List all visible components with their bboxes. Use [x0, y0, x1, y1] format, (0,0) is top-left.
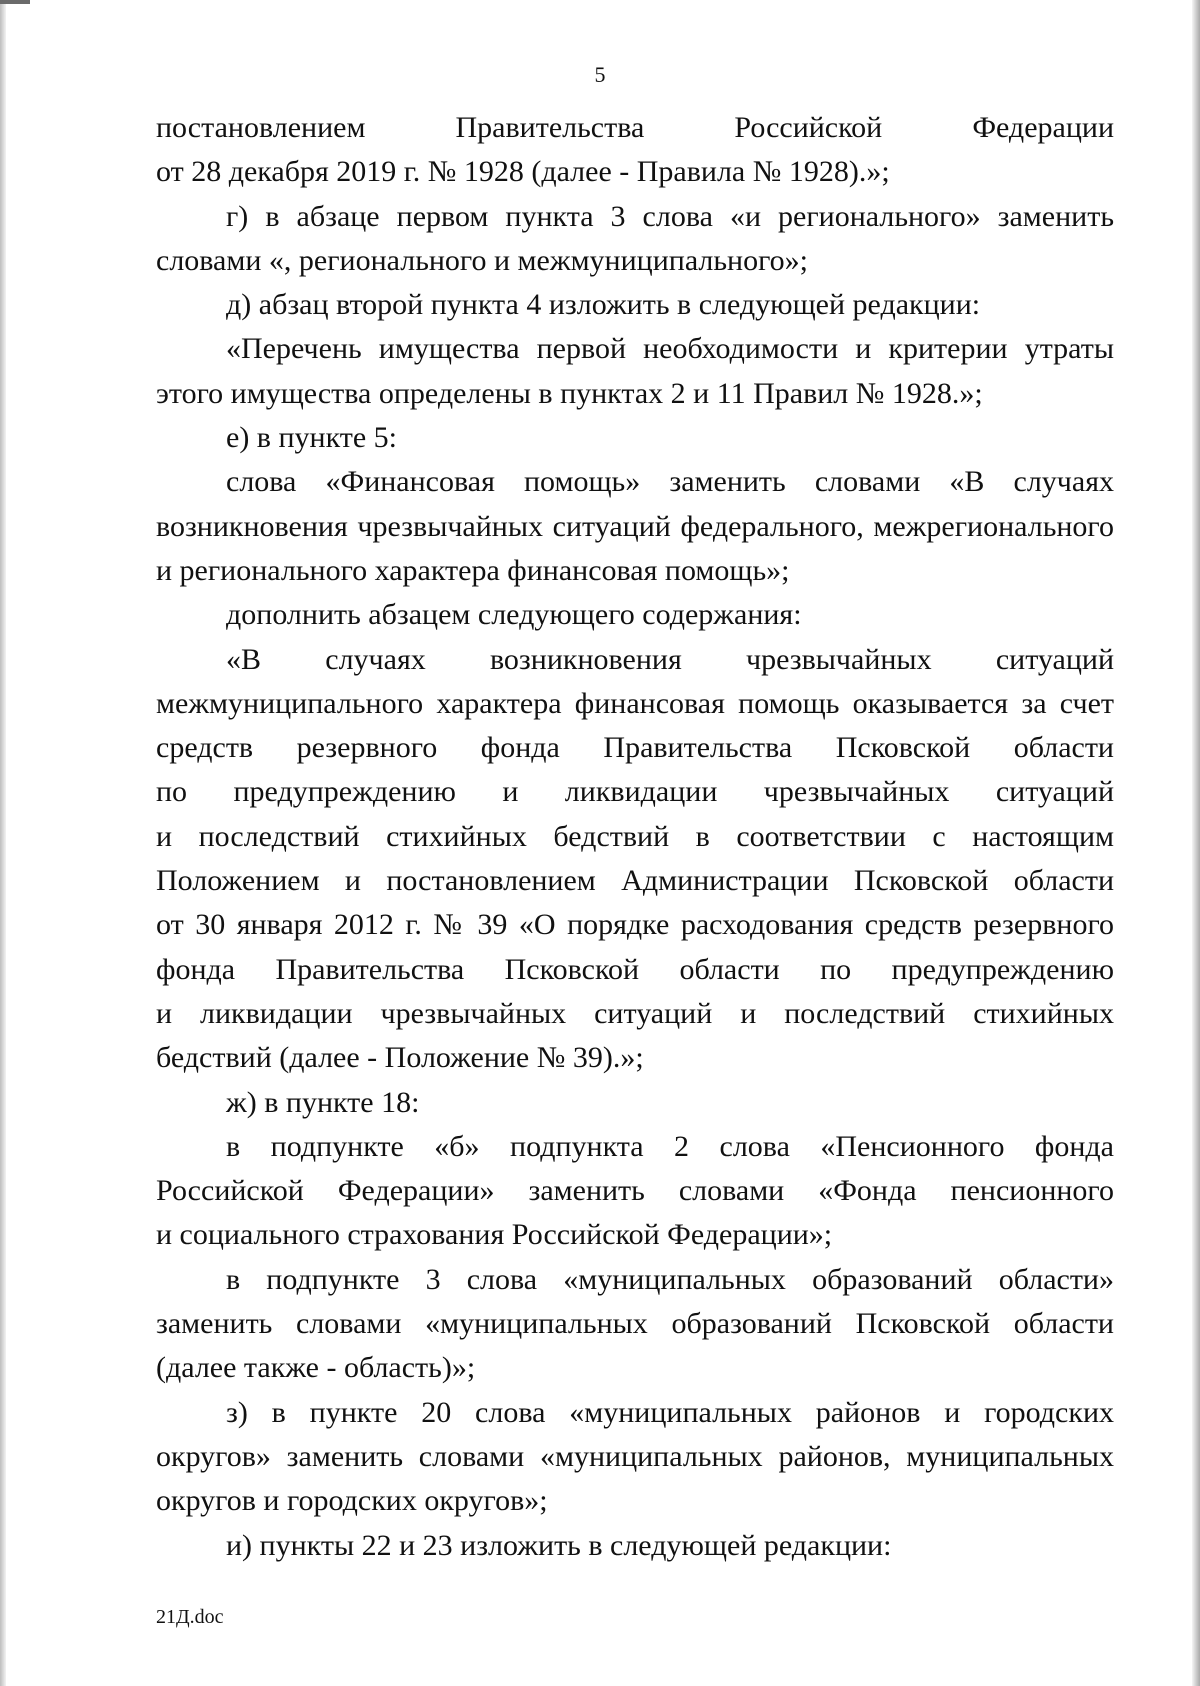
text-line: слова «Финансовая помощь» заменить словами «В случаях	[226, 465, 1114, 499]
text-line: г) в абзаце первом пункта 3 слова «и регионального» заменить	[226, 199, 1114, 233]
scan-corner-mark	[0, 0, 30, 4]
text-line: и) пункты 22 и 23 изложить в следующей редакции:	[226, 1528, 892, 1562]
text-line: заменить словами «муниципальных образований Псковской области	[156, 1307, 1114, 1341]
text-line: и регионального характера финансовая помощь»;	[156, 553, 790, 587]
text-line: средств резервного фонда Правительства Псковской области	[156, 731, 1114, 765]
text-line: (далее также - область)»;	[156, 1351, 476, 1385]
text-line: округов и городских округов»;	[156, 1484, 548, 1518]
text-line: и последствий стихийных бедствий в соответствии с настоящим	[156, 819, 1114, 853]
text-line: межмуниципального характера финансовая помощь оказывается за счет	[156, 686, 1114, 720]
text-line: дополнить абзацем следующего содержания:	[226, 598, 802, 632]
text-line: в подпункте «б» подпункта 2 слова «Пенсионного фонда	[226, 1129, 1114, 1163]
text-line: д) абзац второй пункта 4 изложить в следующей редакции:	[226, 288, 981, 322]
text-line: округов» заменить словами «муниципальных районов, муниципальных	[156, 1439, 1114, 1473]
page-number: 5	[594, 62, 606, 87]
text-line: от 28 декабря 2019 г. № 1928 (далее - Правила № 1928).»;	[156, 155, 890, 189]
text-line: бедствий (далее - Положение № 39).»;	[156, 1041, 644, 1075]
text-line: и социального страхования Российской Федерации»;	[156, 1218, 833, 1252]
text-line: словами «, регионального и межмуниципального»;	[156, 243, 809, 277]
scan-edge-left	[0, 0, 6, 1686]
text-line: возникновения чрезвычайных ситуаций федерального, межрегионального	[156, 509, 1114, 543]
text-line: е) в пункте 5:	[226, 421, 398, 455]
text-line: в подпункте 3 слова «муниципальных образований области»	[226, 1262, 1114, 1296]
text-line: ж) в пункте 18:	[226, 1085, 420, 1119]
text-line: фонда Правительства Псковской области по предупреждению	[156, 952, 1114, 986]
document-body	[156, 106, 1114, 1568]
text-line: постановлением Правительства Российской Федерации	[156, 111, 1114, 144]
text-line: Российской Федерации» заменить словами «Фонда пенсионного	[156, 1174, 1114, 1208]
text-line: этого имущества определены в пунктах 2 и 11 Правил № 1928.»;	[156, 376, 983, 410]
text-line: з) в пункте 20 слова «муниципальных районов и городских	[226, 1395, 1114, 1429]
text-line: от 30 января 2012 г. № 39 «О порядке расходования средств резервного	[156, 908, 1114, 942]
text-line: «Перечень имущества первой необходимости и критерии утраты	[226, 332, 1114, 366]
footer-filename: 21Д.doc	[156, 1606, 224, 1628]
text-line: Положением и постановлением Администрации Псковской области	[156, 864, 1114, 898]
text-line: по предупреждению и ликвидации чрезвычайных ситуаций	[156, 775, 1114, 809]
text-line: «В случаях возникновения чрезвычайных ситуаций	[226, 642, 1114, 676]
scan-edge-right	[1192, 0, 1200, 1686]
text-line: и ликвидации чрезвычайных ситуаций и последствий стихийных	[156, 996, 1114, 1030]
